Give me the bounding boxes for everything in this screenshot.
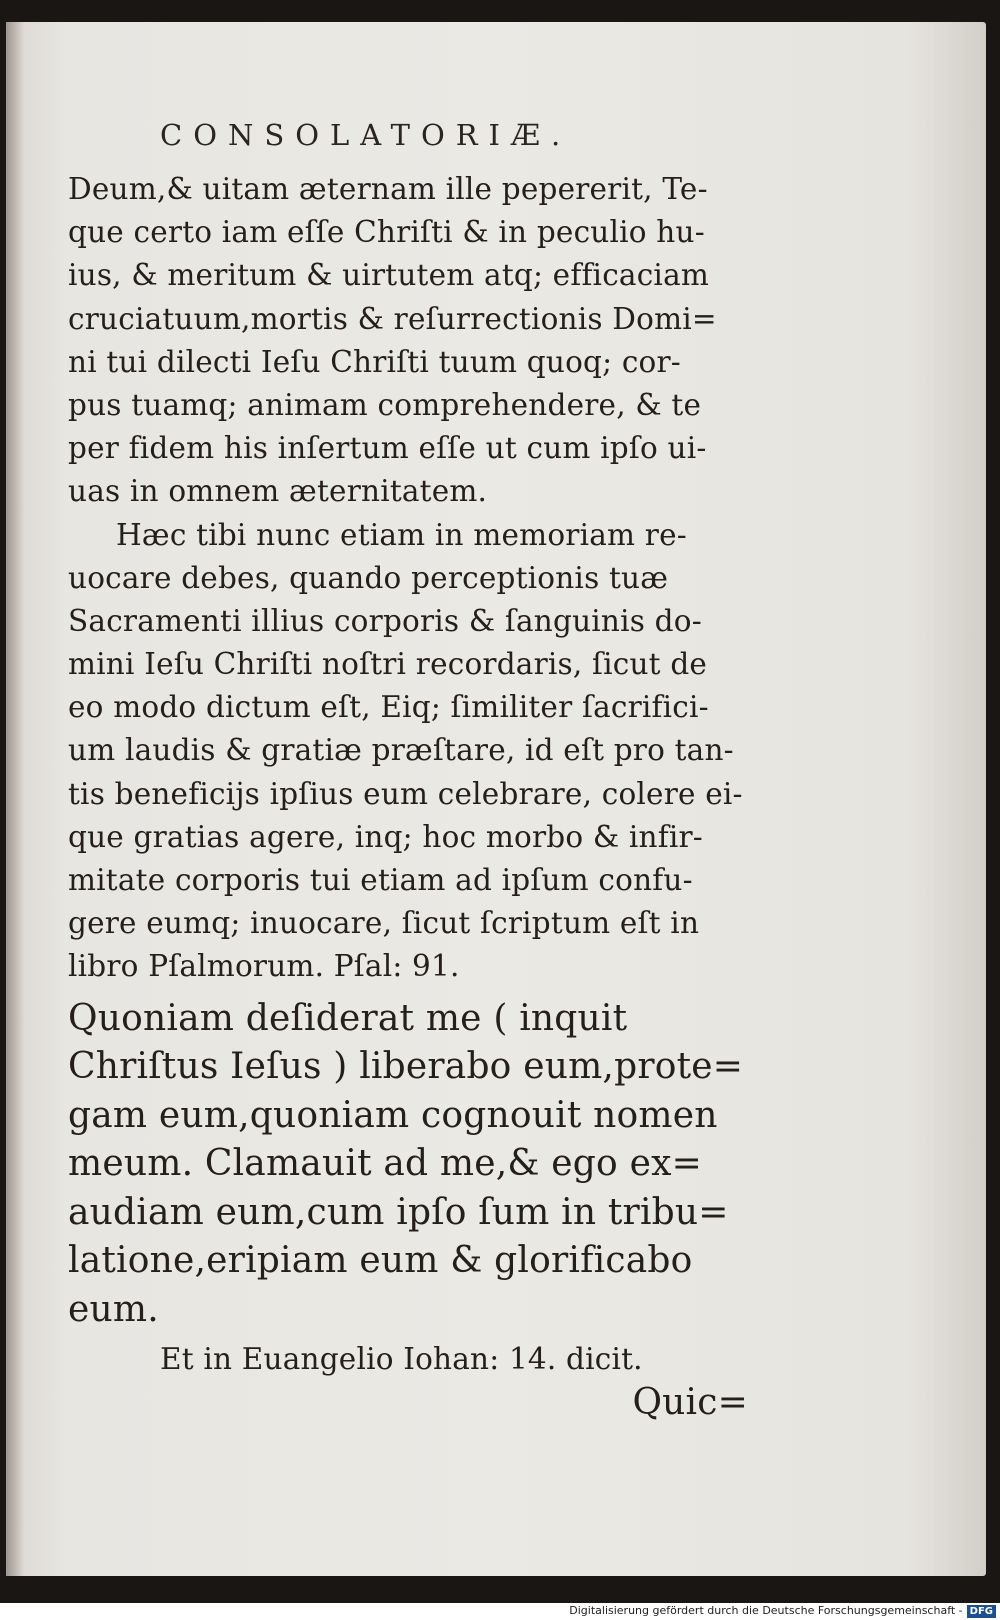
text-line: mini Ieſu Chriſti noſtri recordaris, ſicut de [68, 647, 708, 682]
text-line: pus tuamq; animam comprehendere, & te [68, 387, 702, 422]
quote-line: eum. [68, 1288, 159, 1330]
text-line: Sacramenti illius corporis & ſanguinis do- [68, 603, 702, 638]
text-line: cruciatuum,mortis & reſurrectionis Domi= [68, 301, 717, 336]
closing-block [68, 1338, 748, 1424]
text-line: libro Pſalmorum. Pſal: 91. [68, 949, 460, 984]
text-line: ni tui dilecti Ieſu Chriſti tuum quoq; cor- [68, 344, 681, 379]
text-line: mitate corporis tui etiam ad ipſum confu- [68, 863, 693, 897]
page-gutter-shadow [6, 22, 24, 1576]
text-line: tis beneficijs ipſius eum celebrare, colere ei- [68, 776, 743, 811]
text-line: que gratias agere, inq; hoc morbo & infir- [68, 819, 703, 854]
text-line: um laudis & gratiæ præſtare, id eſt pro tan- [68, 733, 734, 768]
catchword: Quic= [632, 1382, 748, 1424]
footer-credit: Digitalisierung gefördert durch die Deutsche Forschungsgemeinschaft - [569, 1604, 963, 1617]
text-line: uocare debes, quando perceptionis tuæ [68, 560, 669, 595]
digitization-footer [0, 1603, 1000, 1620]
scripture-quote [68, 995, 748, 1335]
running-header: CONSOLATORIÆ. [160, 118, 572, 152]
quote-line: gam eum,quoniam cognouit nomen [68, 1094, 718, 1136]
paragraph-1 [68, 168, 748, 514]
text-line: ius, & meritum & uirtutem atq; efficaciam [68, 258, 710, 293]
page-body [68, 168, 748, 1424]
closing-line: Et in Euangelio Iohan: 14. dicit. [160, 1342, 643, 1377]
quote-line: audiam eum,cum ipſo ſum in tribu= [68, 1191, 729, 1233]
text-line: gere eumq; inuocare, ſicut ſcriptum eſt in [68, 906, 700, 941]
dfg-logo-icon: DFG [967, 1605, 996, 1618]
paragraph-2 [68, 514, 748, 989]
text-line: eo modo dictum eſt, Eiq; ſimiliter ſacrifici- [68, 690, 709, 725]
text-line: uas in omnem æternitatem. [68, 474, 488, 509]
quote-line: latione,eripiam eum & glorificabo [68, 1240, 693, 1282]
text-line: per fidem his inſertum eſſe ut cum ipſo ui- [68, 431, 707, 466]
quote-line: Chriſtus Ieſus ) liberabo eum,prote= [68, 1046, 744, 1088]
quote-line: meum. Clamauit ad me,& ego ex= [68, 1143, 702, 1185]
text-line: que certo iam eſſe Chriſti & in peculio hu- [68, 215, 705, 250]
text-line: Hæc tibi nunc etiam in memoriam re- [116, 517, 687, 552]
quote-line: Quoniam deſiderat me ( inquit [68, 997, 628, 1039]
text-line: Deum,& uitam æternam ille pepererit, Te- [68, 172, 708, 206]
